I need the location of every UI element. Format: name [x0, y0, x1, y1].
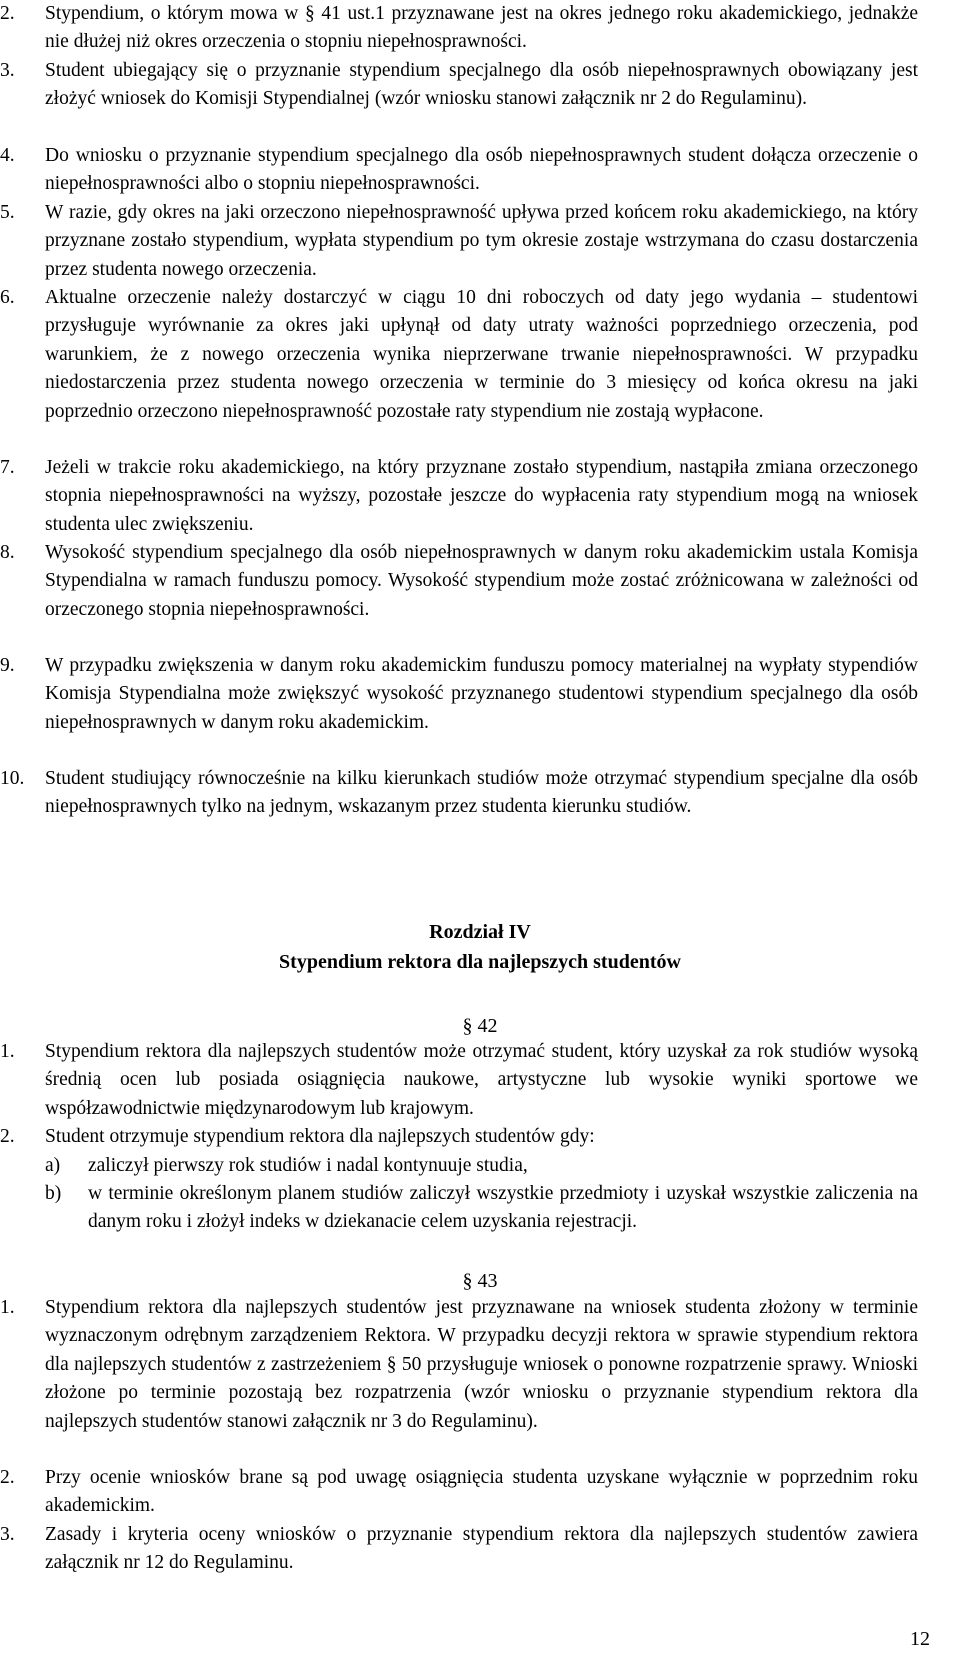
- subitem-letter: b): [45, 1183, 62, 1204]
- item-number: 2.: [0, 1467, 15, 1488]
- item-number: 5.: [0, 202, 15, 223]
- item-text: Zasady i kryteria oceny wniosków o przyznanie stypendium rektora dla najlepszych studentów zawiera załącznik nr 12 do Regulaminu.: [45, 1524, 918, 1574]
- item-text: Student otrzymuje stypendium rektora dla najlepszych studentów gdy:: [45, 1126, 595, 1147]
- item-number: 2.: [0, 3, 15, 24]
- item-text: Do wniosku o przyznanie stypendium specjalnego dla osób niepełnosprawnych student dołącza orzeczenie o niepełnosprawności albo o stopniu niepełnosprawności.: [45, 145, 918, 195]
- list-item: [0, 539, 960, 624]
- list-item: [0, 0, 960, 57]
- list-item: [0, 199, 960, 284]
- item-number: 3.: [0, 1524, 15, 1545]
- list-subitem: [0, 1152, 960, 1180]
- item-text: W razie, gdy okres na jaki orzeczono niepełnosprawność upływa przed końcem roku akademickiego, na który przyznane zostało stypendium, wypłata stypendium po tym okresie zostaje wstrzymana do czasu dostarczenia przez studenta nowego orzeczenia.: [45, 202, 918, 280]
- list-item: [0, 1464, 960, 1521]
- chapter-title: Stypendium rektora dla najlepszych studentów: [279, 951, 681, 973]
- item-number: 8.: [0, 542, 15, 563]
- item-text: Wysokość stypendium specjalnego dla osób niepełnosprawnych w danym roku akademickim ustala Komisja Stypendialna w ramach funduszu pomocy. Wysokość stypendium może zostać zróżnicowana w zależności od orzeczonego stopnia niepełnosprawności.: [45, 542, 918, 620]
- chapter-number: Rozdział IV: [429, 921, 531, 943]
- item-text: Stypendium rektora dla najlepszych studentów może otrzymać student, który uzyskał za rok studiów wysoką średnią ocen lub posiada osiągnięcia naukowe, artystyczne lub wysokie wyniki sportowe we współzawodnictwie międzynarodowym lub krajowym.: [45, 1041, 918, 1119]
- subitem-text: w terminie określonym planem studiów zaliczył wszystkie przedmioty i uzyskał wszystkie zaliczenia na danym roku i złożył indeks w dziekanacie celem uzyskania rejestracji.: [88, 1183, 918, 1233]
- item-text: Stypendium, o którym mowa w § 41 ust.1 przyznawane jest na okres jednego roku akademickiego, jednakże nie dłużej niż okres orzeczenia o stopniu niepełnosprawności.: [45, 3, 918, 53]
- item-text: Aktualne orzeczenie należy dostarczyć w ciągu 10 dni roboczych od daty jego wydania – studentowi przysługuje wyrównanie za okres jaki upłynął od daty utraty ważności poprzedniego orzeczenia, pod warunkiem, że z nowego orzeczenia wynika nieprzerwane trwanie niepełnosprawności. W przypadku niedostarczenia przez studenta nowego orzeczenia w terminie do 3 miesięcy od końca okresu na jaki poprzednio orzeczono niepełnosprawność pozostałe raty stypendium nie zostają wypłacone.: [45, 287, 918, 422]
- item-text: Jeżeli w trakcie roku akademickiego, na który przyznane zostało stypendium, nastąpiła zmiana orzeczonego stopnia niepełnosprawności na wyższy, pozostałe jeszcze do wypłacenia raty stypendium mogą na wniosek studenta ulec zwiększeniu.: [45, 457, 918, 535]
- list-item: [0, 454, 960, 539]
- item-text: Student ubiegający się o przyznanie stypendium specjalnego dla osób niepełnosprawnych obowiązany jest złożyć wniosek do Komisji Stypendialnej (wzór wniosku stanowi załącznik nr 2 do Regulaminu).: [45, 60, 918, 110]
- item-text: Student studiujący równocześnie na kilku kierunkach studiów może otrzymać stypendium specjalne dla osób niepełnosprawnych tylko na jednym, wskazanym przez studenta kierunku studiów.: [45, 768, 918, 818]
- item-number: 4.: [0, 145, 15, 166]
- list-item: [0, 1038, 960, 1123]
- item-number: 1.: [0, 1041, 15, 1062]
- page-number: 12: [910, 1628, 930, 1650]
- list-subitem: [0, 1180, 960, 1237]
- list-item: [0, 57, 960, 114]
- list-item: [0, 1294, 960, 1436]
- item-number: 9.: [0, 655, 15, 676]
- section-sign-42: § 42: [462, 1015, 498, 1037]
- list-item: [0, 284, 960, 426]
- list-item: [0, 652, 960, 737]
- list-item: [0, 1123, 960, 1151]
- section-sign-43: § 43: [462, 1270, 498, 1292]
- item-text: W przypadku zwiększenia w danym roku akademickim funduszu pomocy materialnej na wypłaty stypendiów Komisja Stypendialna może zwiększyć wysokość przyznanego studentowi stypendium specjalnego dla osób niepełnosprawnych w danym roku akademickim.: [45, 655, 918, 733]
- list-item: [0, 765, 960, 822]
- item-number: 6.: [0, 287, 15, 308]
- item-number: 10.: [0, 768, 25, 789]
- subitem-letter: a): [45, 1155, 61, 1176]
- item-number: 3.: [0, 60, 15, 81]
- list-item: [0, 142, 960, 199]
- item-text: Przy ocenie wniosków brane są pod uwagę osiągnięcia studenta uzyskane wyłącznie w poprzednim roku akademickim.: [45, 1467, 918, 1517]
- item-number: 1.: [0, 1297, 15, 1318]
- item-number: 7.: [0, 457, 15, 478]
- item-number: 2.: [0, 1126, 15, 1147]
- item-text: Stypendium rektora dla najlepszych studentów jest przyznawane na wniosek studenta złożony w terminie wyznaczonym odrębnym zarządzeniem Rektora. W przypadku decyzji rektora w sprawie stypendium rektora dla najlepszych studentów z zastrzeżeniem § 50 przysługuje wniosek o ponowne rozpatrzenie sprawy. Wnioski złożone po terminie pozostają bez rozpatrzenia (wzór wniosku o przyznanie stypendium rektora dla najlepszych studentów stanowi załącznik nr 3 do Regulaminu).: [45, 1297, 918, 1432]
- subitem-text: zaliczył pierwszy rok studiów i nadal kontynuuje studia,: [88, 1155, 528, 1176]
- list-item: [0, 1521, 960, 1578]
